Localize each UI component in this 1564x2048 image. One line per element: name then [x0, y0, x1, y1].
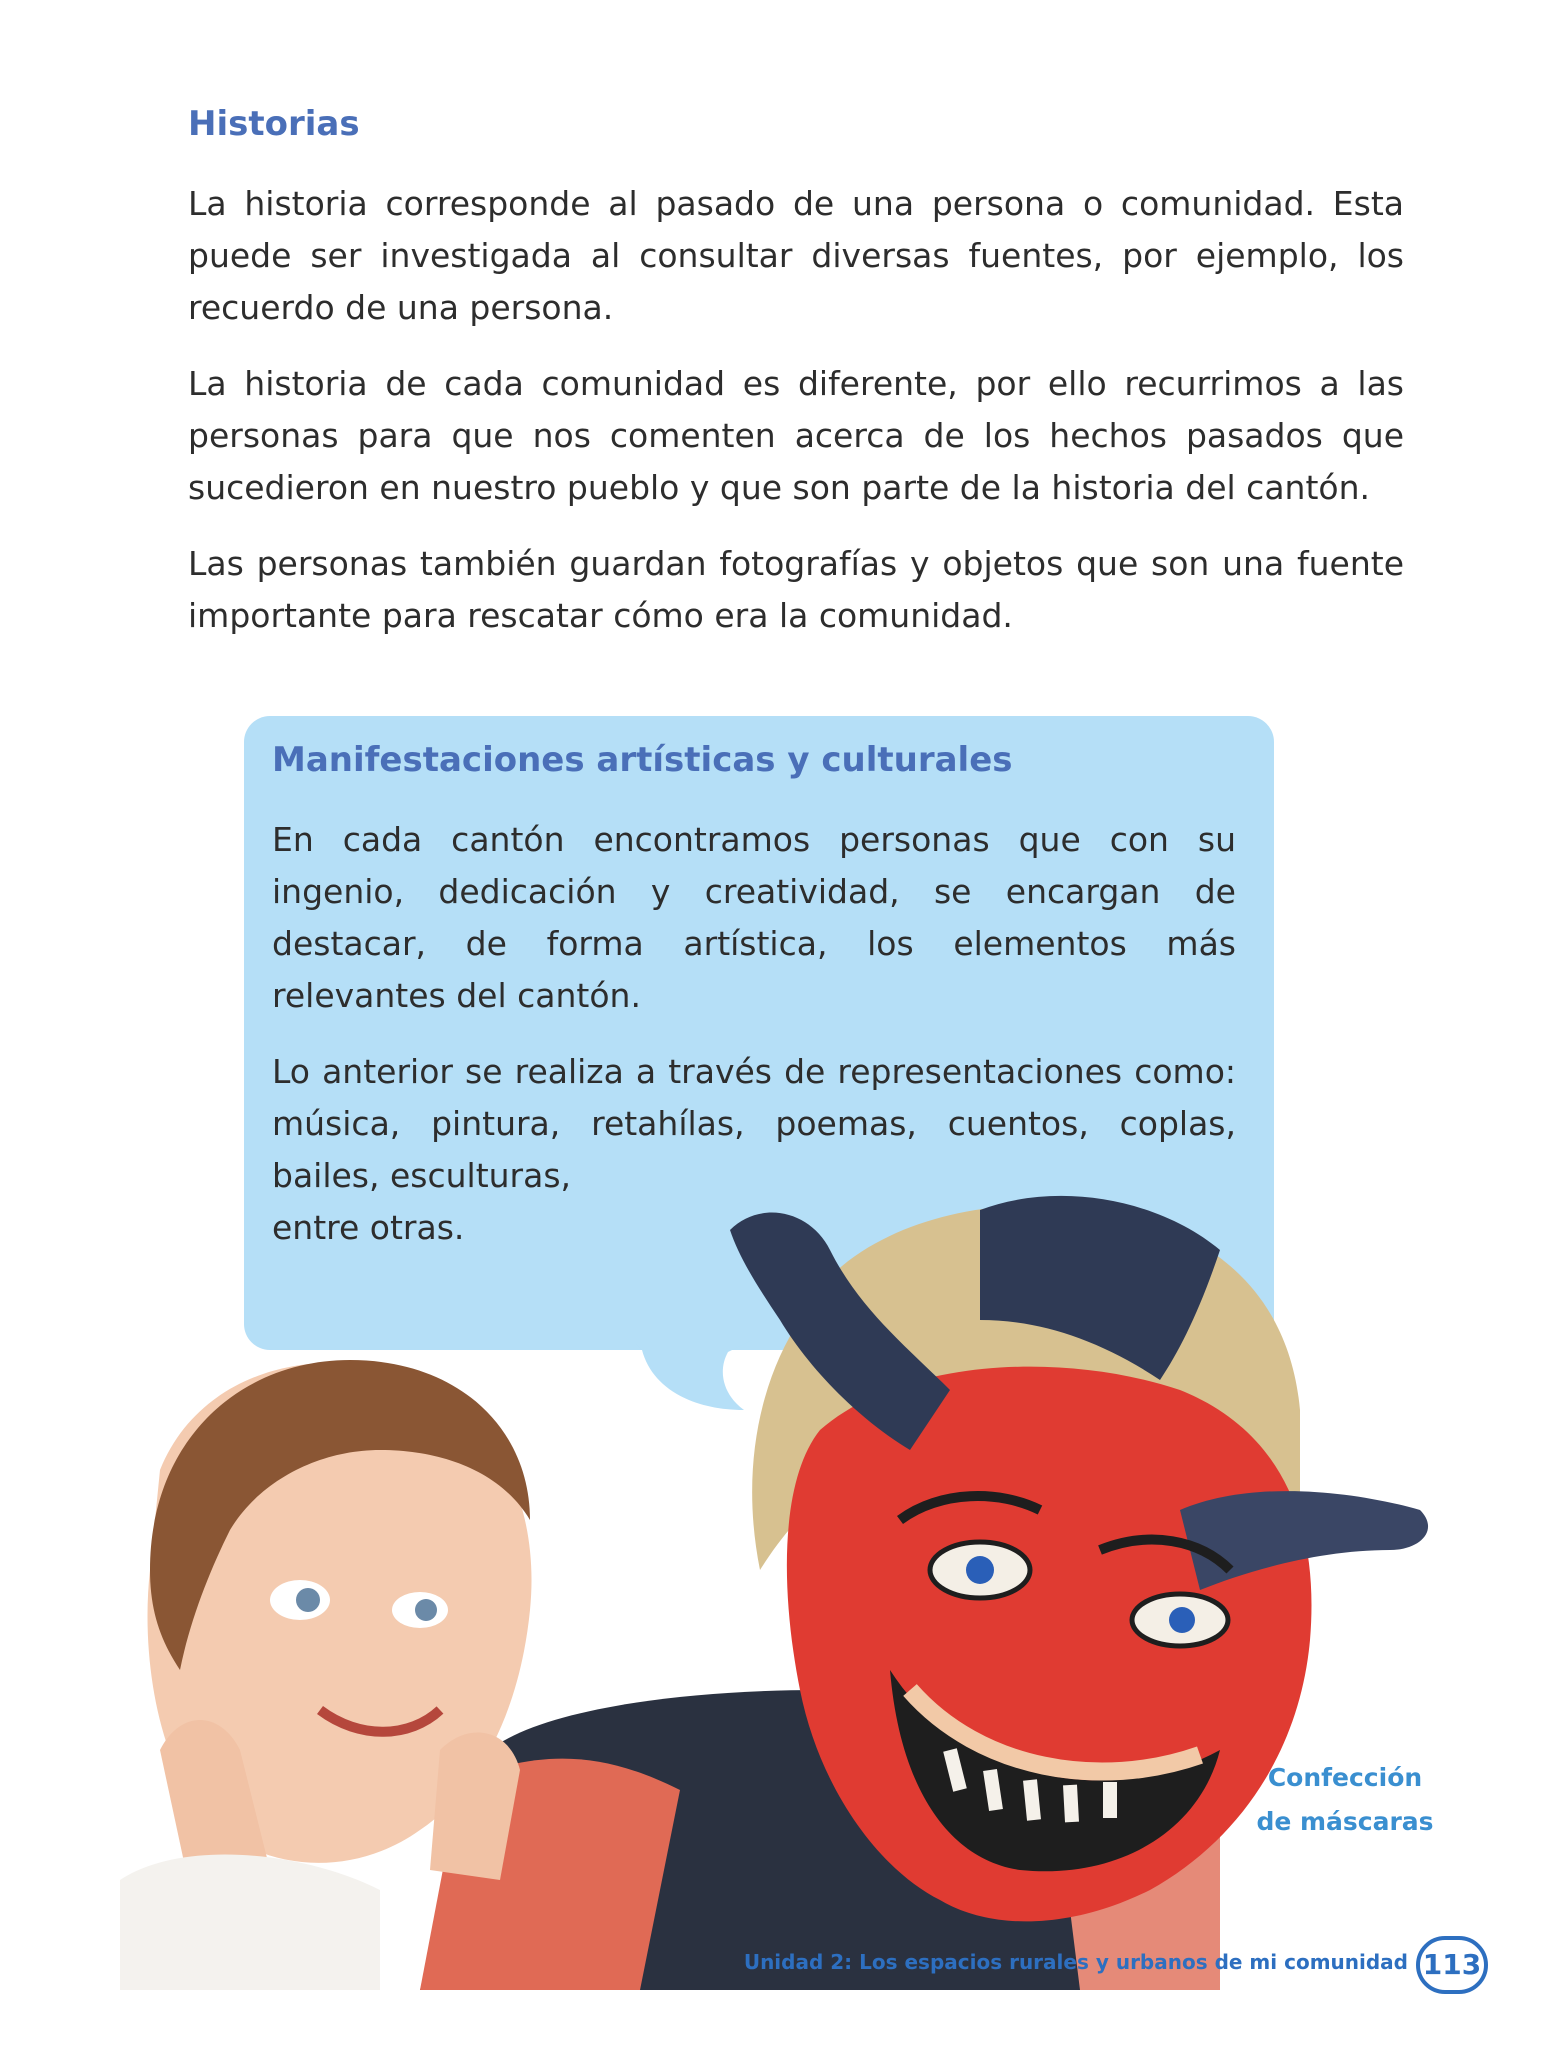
bubble-title: Manifestaciones artísticas y culturales: [272, 740, 1013, 780]
devil-mask-photo: [120, 1190, 1460, 1990]
paragraph-2: La historia de cada comunidad es diferente, por ello recurrimos a las personas para que nos comenten acerca de los hechos pasados que sucedieron en nuestro pueblo y que son parte de la historia del cantón.: [188, 364, 1404, 507]
bubble-paragraph-1: En cada cantón encontramos personas que con su ingenio, dedicación y creatividad, se encargan de destacar, de forma artística, los elementos más relevantes del cantón.: [272, 820, 1236, 1015]
section-title: Historias: [188, 104, 360, 144]
paragraph-1: La historia corresponde al pasado de una persona o comunidad. Esta puede ser investigada al consultar diversas fuentes, por ejemplo, los recuerdo de una persona.: [188, 184, 1404, 327]
bubble-paragraph-2-line-b: entre otras.: [272, 1208, 465, 1247]
photo-caption-line-2: de máscaras: [1256, 1807, 1434, 1836]
photo-caption: [1250, 1756, 1440, 1844]
footer-unit-title: Unidad 2: Los espacios rurales y urbanos de mi comunidad: [743, 1950, 1408, 1974]
bubble-paragraph-2-line-a: Lo anterior se realiza a través de representaciones como: música, pintura, retahílas, poemas, cuentos, coplas, bailes, esculturas,: [272, 1052, 1236, 1195]
paragraph-3: Las personas también guardan fotografías y objetos que son una fuente importante para rescatar cómo era la comunidad.: [188, 544, 1404, 635]
page-number: 113: [1416, 1936, 1488, 1994]
photo-caption-line-1: Confección: [1267, 1763, 1423, 1792]
